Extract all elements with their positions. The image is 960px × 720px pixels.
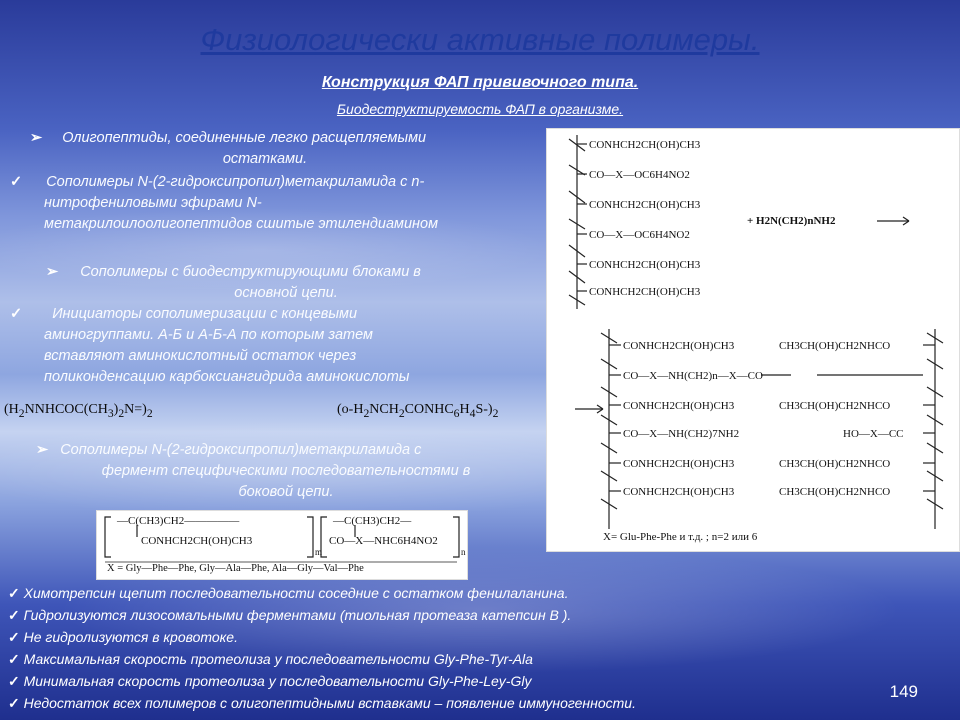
subscript-m: m [315,547,323,557]
top-side-chain-6: CONHCH2CH(OH)CH3 [589,286,701,298]
top-side-chain-1: CONHCH2CH(OH)CH3 [589,139,701,151]
slide-title: Физиологически активные полимеры. [200,22,760,57]
arrow-bullet-icon: ➢ [46,264,59,280]
small-scheme-legend: X = Gly—Phe—Phe, Gly—Ala—Phe, Ala—Gly—Val—Phe [107,563,364,574]
check-bullet-icon: ✓ [8,651,20,667]
bottom-right-chain-6: CH3CH(OH)CH2NHCO [779,486,891,498]
bullet-item-2: ✓ Сополимеры N-(2-гидроксипропил)метакриламида с n- нитрофениловыми эфирами N- метакрилоилоолигопептидов сшитые этилендиамином [10,174,439,232]
list-item: ✓ Гидролизуются лизосомальными ферментами (тиольная протеаза катепсин В ). [8,607,572,623]
conclusions-list [8,582,888,714]
bullet-item-1: ➢ Олигопептиды, соединенные легко расщепляемыми остатками. [30,130,427,167]
small-scheme-panel [96,510,468,580]
reaction-scheme-backbone [547,129,959,551]
bottom-left-chain-4: CO—X—NH(CH2)7NH2 [623,428,740,440]
check-bullet-icon: ✓ [10,174,23,190]
check-bullet-icon: ✓ [8,607,20,623]
bullet-item-4: ✓ Инициаторы сополимеризации с концевыми аминогруппами. А-Б и А-Б-А по которым затем вставляют аминокислотный остаток через поликонденсацию карбоксиангидрида аминокислоты [10,306,410,385]
small-scheme-row2a: CONHCH2CH(OH)CH3 [141,535,253,547]
check-bullet-icon: ✓ [8,695,20,711]
bottom-left-chain-3: CONHCH2CH(OH)CH3 [623,400,735,412]
reaction-scheme-panel [546,128,960,552]
top-side-chain-5: CONHCH2CH(OH)CH3 [589,259,701,271]
top-side-chain-4: CO—X—OC6H4NO2 [589,229,690,241]
check-bullet-icon: ✓ [8,585,20,601]
small-scheme-row1b: —C(CH3)CH2— [333,515,412,527]
subscript-n: n [461,547,466,557]
slide-subtitle-2: Биодеструктируемость ФАП в организме. [336,101,624,117]
list-item: ✓ Не гидролизуются в кровотоке. [8,629,238,645]
bottom-left-chain-5: CONHCH2CH(OH)CH3 [623,458,735,470]
formula-left: $(H_2NNHCOC(CH_3)_2N=)_2$ [4,402,153,420]
bottom-right-chain-1: CH3CH(OH)CH2NHCO [779,340,891,352]
list-item: ✓ Химотрепсин щепит последовательности соседние с остатком фенилаланина. [8,585,569,601]
bullet-item-3: ➢ Сополимеры с биодеструктирующими блоками в основной цепи. [46,264,421,301]
bullet-item-5: ➢ Сополимеры N-(2-гидроксипропил)метакриламида с фермент специфическими последовательностями в боковой цепи. [36,442,471,500]
bottom-right-chain-3: CH3CH(OH)CH2NHCO [779,400,891,412]
small-scheme-row2b: CO—X—NHC6H4NO2 [329,535,438,547]
scheme-legend: X= Glu-Phe-Phe и т.д. ; n=2 или 6 [603,531,758,543]
check-bullet-icon: ✓ [10,306,23,322]
bottom-right-chain-5: CH3CH(OH)CH2NHCO [779,458,891,470]
arrow-bullet-icon: ➢ [36,442,49,458]
reagent-diamine: + H2N(CH2)nNH2 [747,215,836,227]
slide-subtitle: Конструкция ФАП прививочного типа. [321,74,639,91]
top-side-chain-2: CO—X—OC6H4NO2 [589,169,690,181]
bottom-left-chain-6: CONHCH2CH(OH)CH3 [623,486,735,498]
formula-right: $(o-H_2NCH_2CONHC_6H_4S-)_2$ [337,402,499,420]
bottom-left-chain-2: CO—X—NH(CH2)n—X—CO [623,370,763,382]
bottom-right-chain-4: HO—X—CC [843,428,904,440]
small-scheme-row1a: —C(CH3)CH2————— [117,515,240,527]
list-item: ✓ Минимальная скорость протеолиза у последовательности Gly-Phe-Ley-Gly [8,673,532,689]
bottom-left-chain-1: CONHCH2CH(OH)CH3 [623,340,735,352]
check-bullet-icon: ✓ [8,673,20,689]
list-item: ✓ Максимальная скорость протеолиза у последовательности Gly-Phe-Tyr-Ala [8,651,533,667]
top-side-chain-3: CONHCH2CH(OH)CH3 [589,199,701,211]
list-item: ✓ Недостаток всех полимеров с олигопептидными вставками – появление иммуногенности. [8,695,636,711]
check-bullet-icon: ✓ [8,629,20,645]
page-number: 149 [889,682,918,701]
arrow-bullet-icon: ➢ [30,130,43,146]
